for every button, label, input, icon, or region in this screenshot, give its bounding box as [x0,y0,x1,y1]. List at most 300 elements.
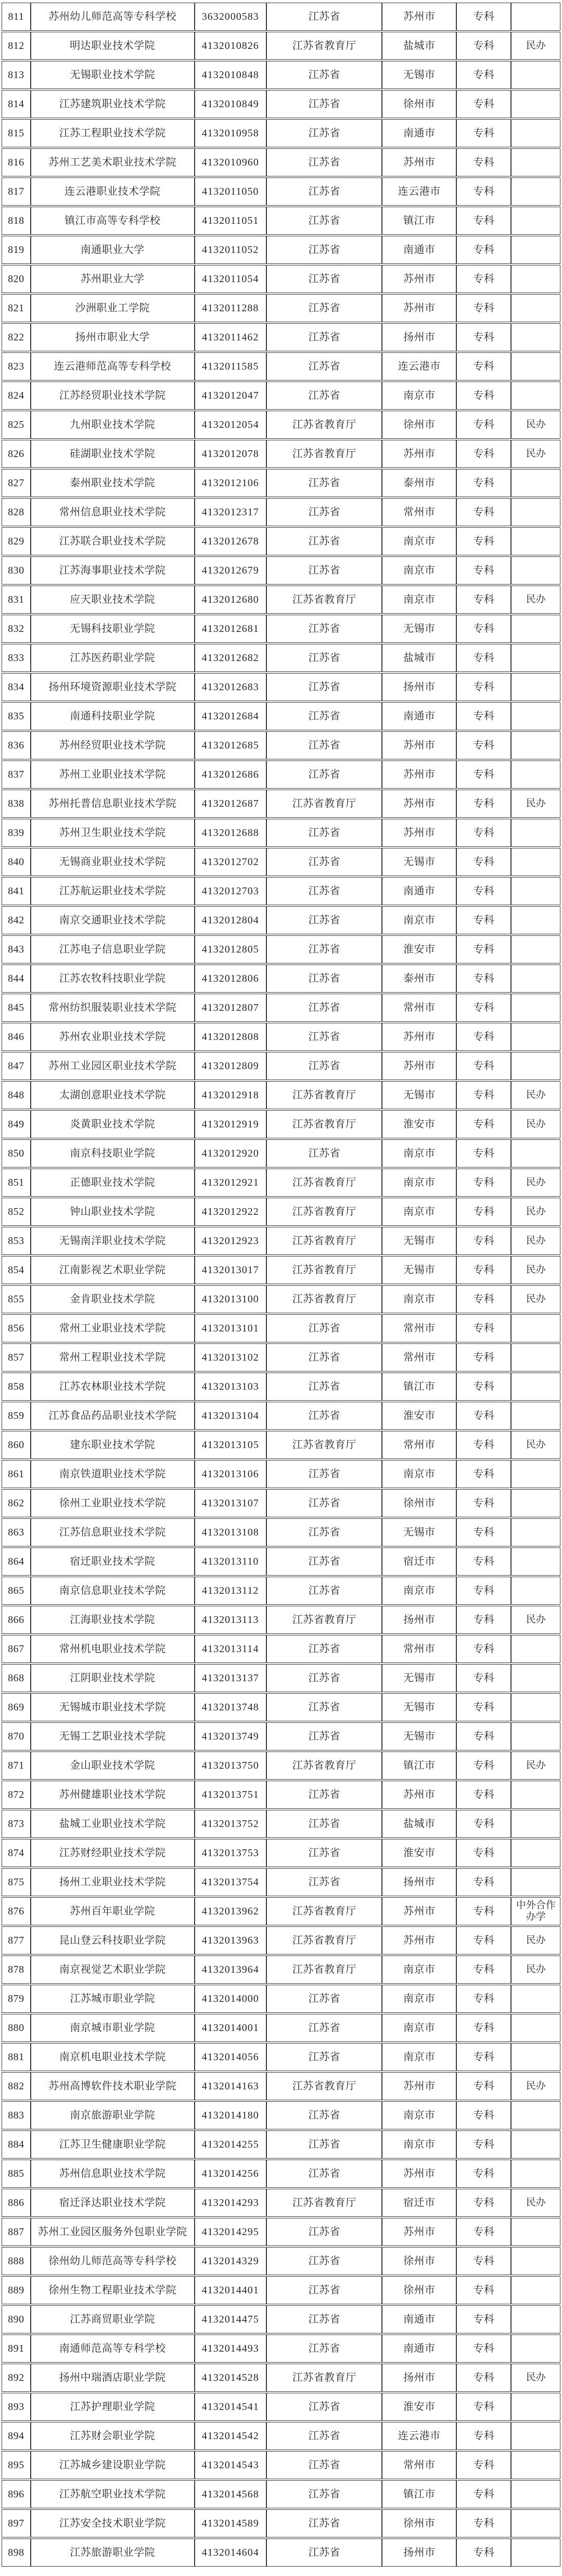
row-number-cell: 870 [2,1722,31,1750]
school-code-cell: 4132012680 [195,586,267,614]
school-name-cell: 南京交通职业技术学院 [31,906,195,934]
row-number-cell: 869 [2,1693,31,1721]
school-code-cell: 4132012919 [195,1110,267,1138]
school-name-cell: 苏州健雄职业技术学院 [31,1781,195,1809]
row-number-cell: 818 [2,207,31,235]
school-code-cell: 4132013107 [195,1489,267,1517]
city-cell: 南京市 [382,527,456,555]
supervising-department-cell: 江苏省 [266,1343,382,1372]
education-level-cell: 专科 [456,1781,511,1809]
education-level-cell: 专科 [456,2393,511,2421]
row-number-cell: 842 [2,906,31,934]
row-number-cell: 819 [2,236,31,264]
city-cell: 宿迁市 [382,1547,456,1576]
city-cell: 常州市 [382,1314,456,1342]
remark-cell [511,1985,560,2013]
table-row [2,469,560,497]
table-row [2,1518,560,1546]
school-code-cell: 4132014528 [195,2364,267,2392]
supervising-department-cell: 江苏省 [266,2014,382,2042]
remark-cell [511,2539,560,2567]
education-level-cell: 专科 [456,1227,511,1255]
supervising-department-cell: 江苏省 [266,2101,382,2129]
table-row [2,2305,560,2333]
school-code-cell: 4132012679 [195,556,267,585]
city-cell: 扬州市 [382,673,456,701]
row-number-cell: 889 [2,2276,31,2304]
education-level-cell: 专科 [456,877,511,905]
city-cell: 无锡市 [382,1722,456,1750]
school-code-cell: 4132014180 [195,2101,267,2129]
table-row [2,2160,560,2188]
school-code-cell: 4132012804 [195,906,267,934]
city-cell: 苏州市 [382,148,456,176]
row-number-cell: 887 [2,2218,31,2246]
remark-cell [511,1343,560,1372]
table-row [2,2276,560,2304]
education-level-cell: 专科 [456,644,511,672]
school-name-cell: 江苏农牧科技职业学院 [31,965,195,993]
supervising-department-cell: 江苏省 [266,731,382,759]
school-code-cell: 4132013751 [195,1781,267,1809]
supervising-department-cell: 江苏省 [266,236,382,264]
education-level-cell: 专科 [456,1489,511,1517]
education-level-cell: 专科 [456,1256,511,1284]
education-level-cell: 专科 [456,498,511,526]
supervising-department-cell: 江苏省 [266,1635,382,1663]
row-number-cell: 834 [2,673,31,701]
city-cell: 泰州市 [382,469,456,497]
education-level-cell: 专科 [456,935,511,963]
city-cell: 常州市 [382,2451,456,2479]
university-list-table [2,2,560,2568]
school-name-cell: 连云港师范高等专科学校 [31,352,195,380]
school-code-cell: 4132012688 [195,819,267,847]
table-row [2,2014,560,2042]
row-number-cell: 827 [2,469,31,497]
remark-cell [511,352,560,380]
remark-cell [511,2043,560,2071]
table-row [2,2422,560,2450]
row-number-cell: 845 [2,994,31,1022]
school-name-cell: 江苏农林职业技术学院 [31,1373,195,1401]
supervising-department-cell: 江苏省教育厅 [266,1227,382,1255]
supervising-department-cell: 江苏省 [266,323,382,351]
city-cell: 无锡市 [382,615,456,643]
city-cell: 苏州市 [382,1897,456,1925]
supervising-department-cell: 江苏省 [266,1023,382,1051]
education-level-cell: 专科 [456,1985,511,2013]
education-level-cell: 专科 [456,1139,511,1168]
school-name-cell: 徐州生物工程职业技术学院 [31,2276,195,2304]
remark-cell [511,2014,560,2042]
remark-cell [511,498,560,526]
city-cell: 镇江市 [382,2480,456,2508]
supervising-department-cell: 江苏省 [266,90,382,118]
school-code-cell: 4132012809 [195,1052,267,1080]
row-number-cell: 879 [2,1985,31,2013]
supervising-department-cell: 江苏省 [266,61,382,89]
school-code-cell: 4132010848 [195,61,267,89]
row-number-cell: 814 [2,90,31,118]
school-name-cell: 沙洲职业工学院 [31,294,195,322]
city-cell: 南通市 [382,2305,456,2333]
table-row [2,411,560,439]
city-cell: 徐州市 [382,90,456,118]
city-cell: 盐城市 [382,1810,456,1838]
education-level-cell: 专科 [456,1664,511,1692]
remark-cell [511,1460,560,1488]
city-cell: 南京市 [382,906,456,934]
school-name-cell: 江苏护理职业学院 [31,2393,195,2421]
education-level-cell: 专科 [456,2218,511,2246]
table-row [2,935,560,963]
supervising-department-cell: 江苏省 [266,2422,382,2450]
row-number-cell: 833 [2,644,31,672]
school-code-cell: 4132012687 [195,790,267,818]
school-name-cell: 苏州农业职业技术学院 [31,1023,195,1051]
school-name-cell: 江苏城市职业学院 [31,1985,195,2013]
supervising-department-cell: 江苏省 [266,702,382,730]
school-code-cell: 4132012681 [195,615,267,643]
city-cell: 徐州市 [382,411,456,439]
remark-cell [511,1139,560,1168]
school-code-cell: 4132013101 [195,1314,267,1342]
city-cell: 徐州市 [382,2247,456,2275]
city-cell: 无锡市 [382,1227,456,1255]
school-name-cell: 江苏卫生健康职业学院 [31,2130,195,2159]
supervising-department-cell: 江苏省教育厅 [266,1431,382,1459]
row-number-cell: 861 [2,1460,31,1488]
table-row [2,1373,560,1401]
table-row [2,790,560,818]
education-level-cell: 专科 [456,1373,511,1401]
school-code-cell: 4132014475 [195,2305,267,2333]
city-cell: 苏州市 [382,731,456,759]
supervising-department-cell: 江苏省 [266,1781,382,1809]
remark-cell [511,2393,560,2421]
school-name-cell: 南京机电职业技术学院 [31,2043,195,2071]
school-name-cell: 苏州工业园区服务外包职业学院 [31,2218,195,2246]
remark-cell [511,3,560,31]
school-code-cell: 4132011050 [195,177,267,206]
supervising-department-cell: 江苏省 [266,2160,382,2188]
supervising-department-cell: 江苏省 [266,877,382,905]
table-row [2,2043,560,2071]
row-number-cell: 896 [2,2480,31,2508]
school-code-cell: 4132011288 [195,294,267,322]
education-level-cell: 专科 [456,440,511,468]
education-level-cell: 专科 [456,1402,511,1430]
table-row [2,644,560,672]
school-name-cell: 应天职业技术学院 [31,586,195,614]
school-name-cell: 常州机电职业技术学院 [31,1635,195,1663]
city-cell: 扬州市 [382,2539,456,2567]
school-name-cell: 常州纺织服装职业技术学院 [31,994,195,1022]
supervising-department-cell: 江苏省 [266,294,382,322]
education-level-cell: 专科 [456,2334,511,2363]
school-name-cell: 南京城市职业学院 [31,2014,195,2042]
school-name-cell: 江苏信息职业技术学院 [31,1518,195,1546]
row-number-cell: 883 [2,2101,31,2129]
education-level-cell: 专科 [456,177,511,206]
remark-cell: 民办 [511,2364,560,2392]
school-code-cell: 4132014056 [195,2043,267,2071]
city-cell: 淮安市 [382,1402,456,1430]
school-name-cell: 无锡城市职业技术学院 [31,1693,195,1721]
remark-cell [511,2451,560,2479]
table-row [2,848,560,876]
supervising-department-cell: 江苏省 [266,2276,382,2304]
school-code-cell: 4132012078 [195,440,267,468]
supervising-department-cell: 江苏省 [266,1052,382,1080]
row-number-cell: 898 [2,2539,31,2567]
table-row [2,877,560,905]
row-number-cell: 811 [2,3,31,31]
city-cell: 南京市 [382,1956,456,1984]
supervising-department-cell: 江苏省 [266,119,382,147]
table-row [2,1664,560,1692]
school-name-cell: 江苏海事职业技术学院 [31,556,195,585]
supervising-department-cell: 江苏省 [266,2480,382,2508]
education-level-cell: 专科 [456,1431,511,1459]
remark-cell [511,1402,560,1430]
city-cell: 镇江市 [382,207,456,235]
remark-cell [511,1868,560,1896]
table-row [2,2451,560,2479]
table-row [2,294,560,322]
row-number-cell: 824 [2,382,31,410]
table-row [2,1926,560,1955]
supervising-department-cell: 江苏省教育厅 [266,1198,382,1226]
education-level-cell: 专科 [456,994,511,1022]
education-level-cell: 专科 [456,2364,511,2392]
table-row [2,965,560,993]
city-cell: 南通市 [382,119,456,147]
table-row [2,1722,560,1750]
school-name-cell: 苏州幼儿师范高等专科学校 [31,3,195,31]
remark-cell: 民办 [511,2189,560,2217]
school-name-cell: 徐州幼儿师范高等专科学校 [31,2247,195,2275]
supervising-department-cell: 江苏省 [266,2509,382,2537]
supervising-department-cell: 江苏省 [266,1722,382,1750]
education-level-cell: 专科 [456,411,511,439]
school-code-cell: 4132012106 [195,469,267,497]
education-level-cell: 专科 [456,760,511,789]
supervising-department-cell: 江苏省教育厅 [266,2072,382,2100]
table-row [2,1693,560,1721]
table-row [2,440,560,468]
remark-cell: 民办 [511,586,560,614]
row-number-cell: 860 [2,1431,31,1459]
supervising-department-cell: 江苏省 [266,2334,382,2363]
table-row [2,819,560,847]
school-name-cell: 泰州职业技术学院 [31,469,195,497]
table-row [2,702,560,730]
remark-cell [511,1781,560,1809]
school-code-cell: 4132010958 [195,119,267,147]
school-code-cell: 4132013105 [195,1431,267,1459]
city-cell: 连云港市 [382,2422,456,2450]
school-name-cell: 江苏航空职业技术学院 [31,2480,195,2508]
city-cell: 常州市 [382,1343,456,1372]
supervising-department-cell: 江苏省 [266,1547,382,1576]
table-row [2,2247,560,2275]
remark-cell [511,323,560,351]
table-row [2,1343,560,1372]
row-number-cell: 858 [2,1373,31,1401]
city-cell: 扬州市 [382,1606,456,1634]
row-number-cell: 862 [2,1489,31,1517]
school-code-cell: 4132013106 [195,1460,267,1488]
supervising-department-cell: 江苏省 [266,1693,382,1721]
table-row [2,1256,560,1284]
school-code-cell: 4132014001 [195,2014,267,2042]
row-number-cell: 876 [2,1897,31,1925]
city-cell: 常州市 [382,1635,456,1663]
school-name-cell: 常州工程职业技术学院 [31,1343,195,1372]
city-cell: 苏州市 [382,2072,456,2100]
table-row [2,323,560,351]
school-code-cell: 4132013017 [195,1256,267,1284]
remark-cell [511,1518,560,1546]
remark-cell: 民办 [511,1081,560,1109]
remark-cell: 民办 [511,411,560,439]
remark-cell [511,1052,560,1080]
school-name-cell: 江苏城乡建设职业学院 [31,2451,195,2479]
table-row [2,32,560,60]
school-name-cell: 江海职业技术学院 [31,1606,195,1634]
remark-cell [511,673,560,701]
education-level-cell: 专科 [456,207,511,235]
remark-cell [511,935,560,963]
row-number-cell: 839 [2,819,31,847]
supervising-department-cell: 江苏省 [266,177,382,206]
table-row [2,2218,560,2246]
school-name-cell: 南通科技职业学院 [31,702,195,730]
table-row [2,1635,560,1663]
remark-cell: 民办 [511,1110,560,1138]
remark-cell [511,877,560,905]
city-cell: 常州市 [382,498,456,526]
row-number-cell: 854 [2,1256,31,1284]
remark-cell [511,2247,560,2275]
table-row [2,2509,560,2537]
city-cell: 镇江市 [382,1752,456,1780]
row-number-cell: 847 [2,1052,31,1080]
row-number-cell: 886 [2,2189,31,2217]
table-row [2,673,560,701]
remark-cell [511,469,560,497]
remark-cell [511,1839,560,1867]
table-row [2,1547,560,1576]
education-level-cell: 专科 [456,2101,511,2129]
city-cell: 南京市 [382,586,456,614]
school-name-cell: 江苏经贸职业技术学院 [31,382,195,410]
row-number-cell: 840 [2,848,31,876]
school-code-cell: 4132014543 [195,2451,267,2479]
table-row [2,1868,560,1896]
row-number-cell: 815 [2,119,31,147]
education-level-cell: 专科 [456,2276,511,2304]
remark-cell [511,1810,560,1838]
education-level-cell: 专科 [456,1343,511,1372]
school-code-cell: 4132012702 [195,848,267,876]
school-code-cell: 4132013104 [195,1402,267,1430]
education-level-cell: 专科 [456,2130,511,2159]
school-name-cell: 建东职业技术学院 [31,1431,195,1459]
supervising-department-cell: 江苏省教育厅 [266,1110,382,1138]
education-level-cell: 专科 [456,1839,511,1867]
school-code-cell: 4132014541 [195,2393,267,2421]
row-number-cell: 874 [2,1839,31,1867]
table-row [2,906,560,934]
remark-cell: 民办 [511,1227,560,1255]
school-name-cell: 江苏旅游职业学院 [31,2539,195,2567]
school-name-cell: 江苏财经职业技术学院 [31,1839,195,1867]
row-number-cell: 890 [2,2305,31,2333]
school-code-cell: 4132012806 [195,965,267,993]
education-level-cell: 专科 [456,2509,511,2537]
supervising-department-cell: 江苏省教育厅 [266,1256,382,1284]
school-code-cell: 4132013749 [195,1722,267,1750]
school-name-cell: 宿迁泽达职业技术学院 [31,2189,195,2217]
supervising-department-cell: 江苏省 [266,382,382,410]
remark-cell [511,1489,560,1517]
city-cell: 南京市 [382,2043,456,2071]
supervising-department-cell: 江苏省 [266,3,382,31]
row-number-cell: 897 [2,2509,31,2537]
city-cell: 苏州市 [382,760,456,789]
education-level-cell: 专科 [456,1023,511,1051]
school-code-cell: 4132012686 [195,760,267,789]
education-level-cell: 专科 [456,236,511,264]
row-number-cell: 841 [2,877,31,905]
education-level-cell: 专科 [456,1868,511,1896]
school-code-cell: 4132011054 [195,265,267,293]
education-level-cell: 专科 [456,294,511,322]
row-number-cell: 837 [2,760,31,789]
remark-cell [511,819,560,847]
education-level-cell: 专科 [456,1314,511,1342]
supervising-department-cell: 江苏省 [266,1810,382,1838]
row-number-cell: 825 [2,411,31,439]
remark-cell: 民办 [511,440,560,468]
remark-cell [511,527,560,555]
supervising-department-cell: 江苏省 [266,1664,382,1692]
supervising-department-cell: 江苏省 [266,1985,382,2013]
city-cell: 南通市 [382,702,456,730]
row-number-cell: 857 [2,1343,31,1372]
row-number-cell: 844 [2,965,31,993]
remark-cell [511,2509,560,2537]
education-level-cell: 专科 [456,382,511,410]
row-number-cell: 894 [2,2422,31,2450]
table-row [2,119,560,147]
row-number-cell: 882 [2,2072,31,2100]
supervising-department-cell: 江苏省 [266,2247,382,2275]
table-row [2,2130,560,2159]
remark-cell [511,236,560,264]
remark-cell: 中外合作办学 [511,1897,560,1925]
school-name-cell: 江苏财会职业学院 [31,2422,195,2450]
school-name-cell: 扬州工业职业技术学院 [31,1868,195,1896]
city-cell: 淮安市 [382,2393,456,2421]
school-name-cell: 无锡南洋职业技术学院 [31,1227,195,1255]
row-number-cell: 826 [2,440,31,468]
supervising-department-cell: 江苏省 [266,2539,382,2567]
school-code-cell: 4132014163 [195,2072,267,2100]
